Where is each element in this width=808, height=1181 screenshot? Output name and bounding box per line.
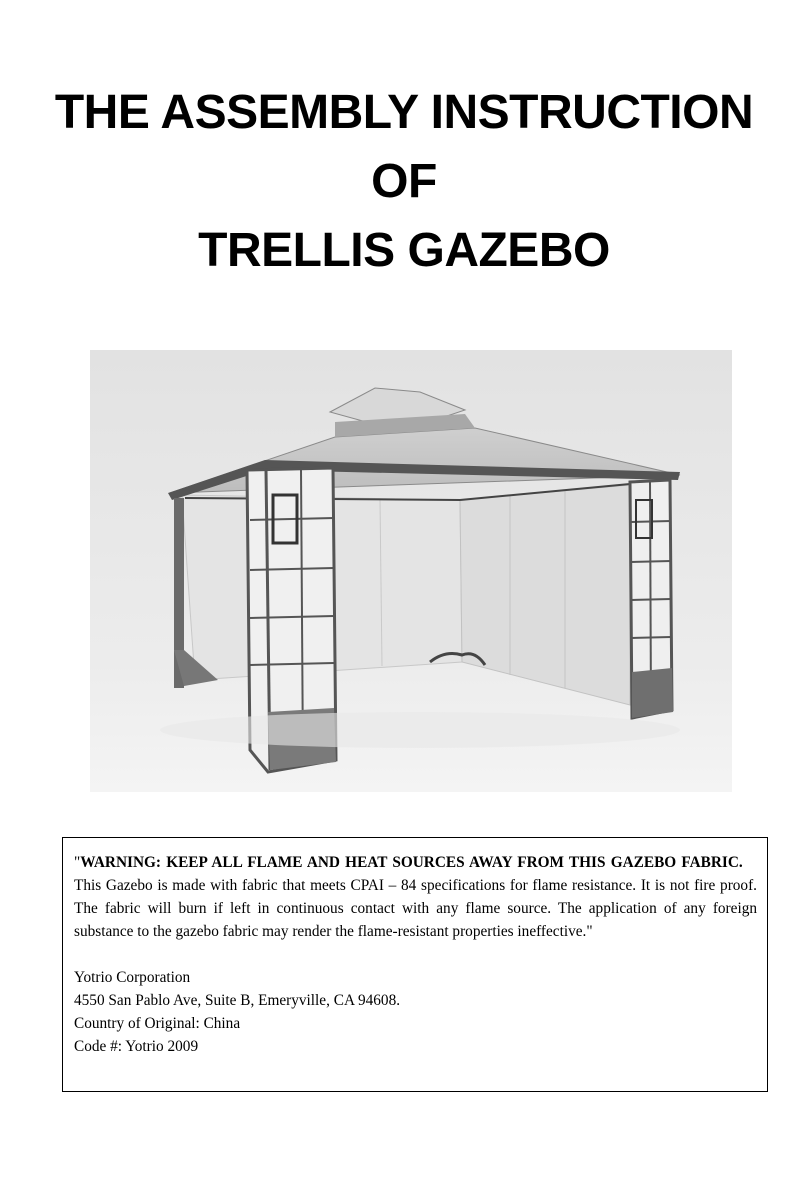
company-address: 4550 San Pablo Ave, Suite B, Emeryville, CA 94608. (74, 992, 401, 1009)
title-line-1: THE ASSEMBLY INSTRUCTION (54, 86, 754, 139)
warning-body: This Gazebo is made with fabric that meets CPAI – 84 specifications for flame resistance. It is not fire proof. The fabric will burn if left in continuous contact with any flame source. The application of any foreign substance to the gazebo fabric may render the flame-resistant properties ineffective." (74, 877, 757, 940)
title-line-3: TRELLIS GAZEBO (198, 224, 610, 277)
gazebo-photo (90, 350, 732, 792)
quote-open: " (74, 854, 81, 871)
warning-notice-box (62, 837, 768, 1092)
company-name: Yotrio Corporation (74, 969, 191, 986)
product-code: Code #: Yotrio 2009 (74, 1038, 199, 1055)
title-line-2: OF (371, 155, 437, 208)
warning-heading: WARNING: KEEP ALL FLAME AND HEAT SOURCES AWAY FROM THIS GAZEBO FABRIC. (80, 854, 743, 871)
document-title (0, 78, 808, 285)
company-info (74, 966, 757, 1058)
gazebo-illustration (90, 350, 732, 792)
country-of-origin: Country of Original: China (74, 1015, 241, 1032)
warning-paragraph (74, 851, 757, 943)
